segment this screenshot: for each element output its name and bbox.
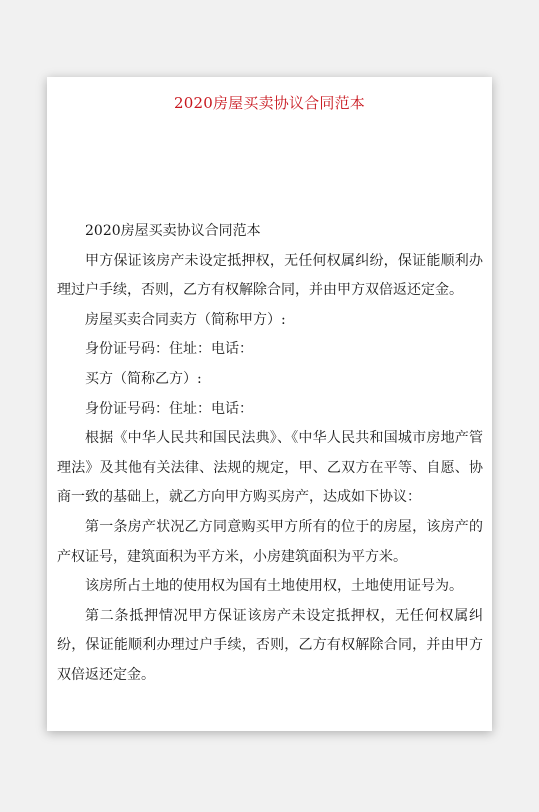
paragraph-guarantee: 甲方保证该房产未设定抵押权，无任何权属纠纷，保证能顺利办理过户手续，否则，乙方有权解除合同，并由甲方双倍返还定金。 [57, 252, 483, 299]
document-title: 2020房屋买卖协议合同范本 [174, 94, 365, 112]
paragraph-buyer-id: 身份证号码：住址：电话： [85, 400, 253, 417]
document-body [57, 217, 483, 691]
paragraph-seller: 房屋买卖合同卖方（简称甲方）: [85, 311, 286, 328]
document-page [47, 77, 492, 731]
paragraph-legal-basis: 根据《中华人民共和国民法典》、《中华人民共和国城市房地产管理法》及其他有关法律、法规的规定，甲、乙双方在平等、自愿、协商一致的基础上，就乙方向甲方购买房产，达成如下协议： [57, 430, 483, 506]
paragraph-article-1: 第一条房产状况乙方同意购买甲方所有的位于的房屋，该房产的产权证号，建筑面积为平方米，小房建筑面积为平方米。 [57, 518, 483, 565]
paragraph-heading: 2020房屋买卖协议合同范本 [85, 223, 261, 239]
paragraph-buyer: 买方（简称乙方）: [85, 370, 202, 387]
paragraph-article-2: 第二条抵押情况甲方保证该房产未设定抵押权，无任何权属纠纷，保证能顺利办理过户手续，否则，乙方有权解除合同，并由甲方双倍返还定金。 [57, 607, 483, 683]
paragraph-seller-id: 身份证号码：住址：电话： [85, 341, 253, 358]
paragraph-land-use: 该房所占土地的使用权为国有土地使用权，土地使用证号为。 [85, 578, 463, 595]
